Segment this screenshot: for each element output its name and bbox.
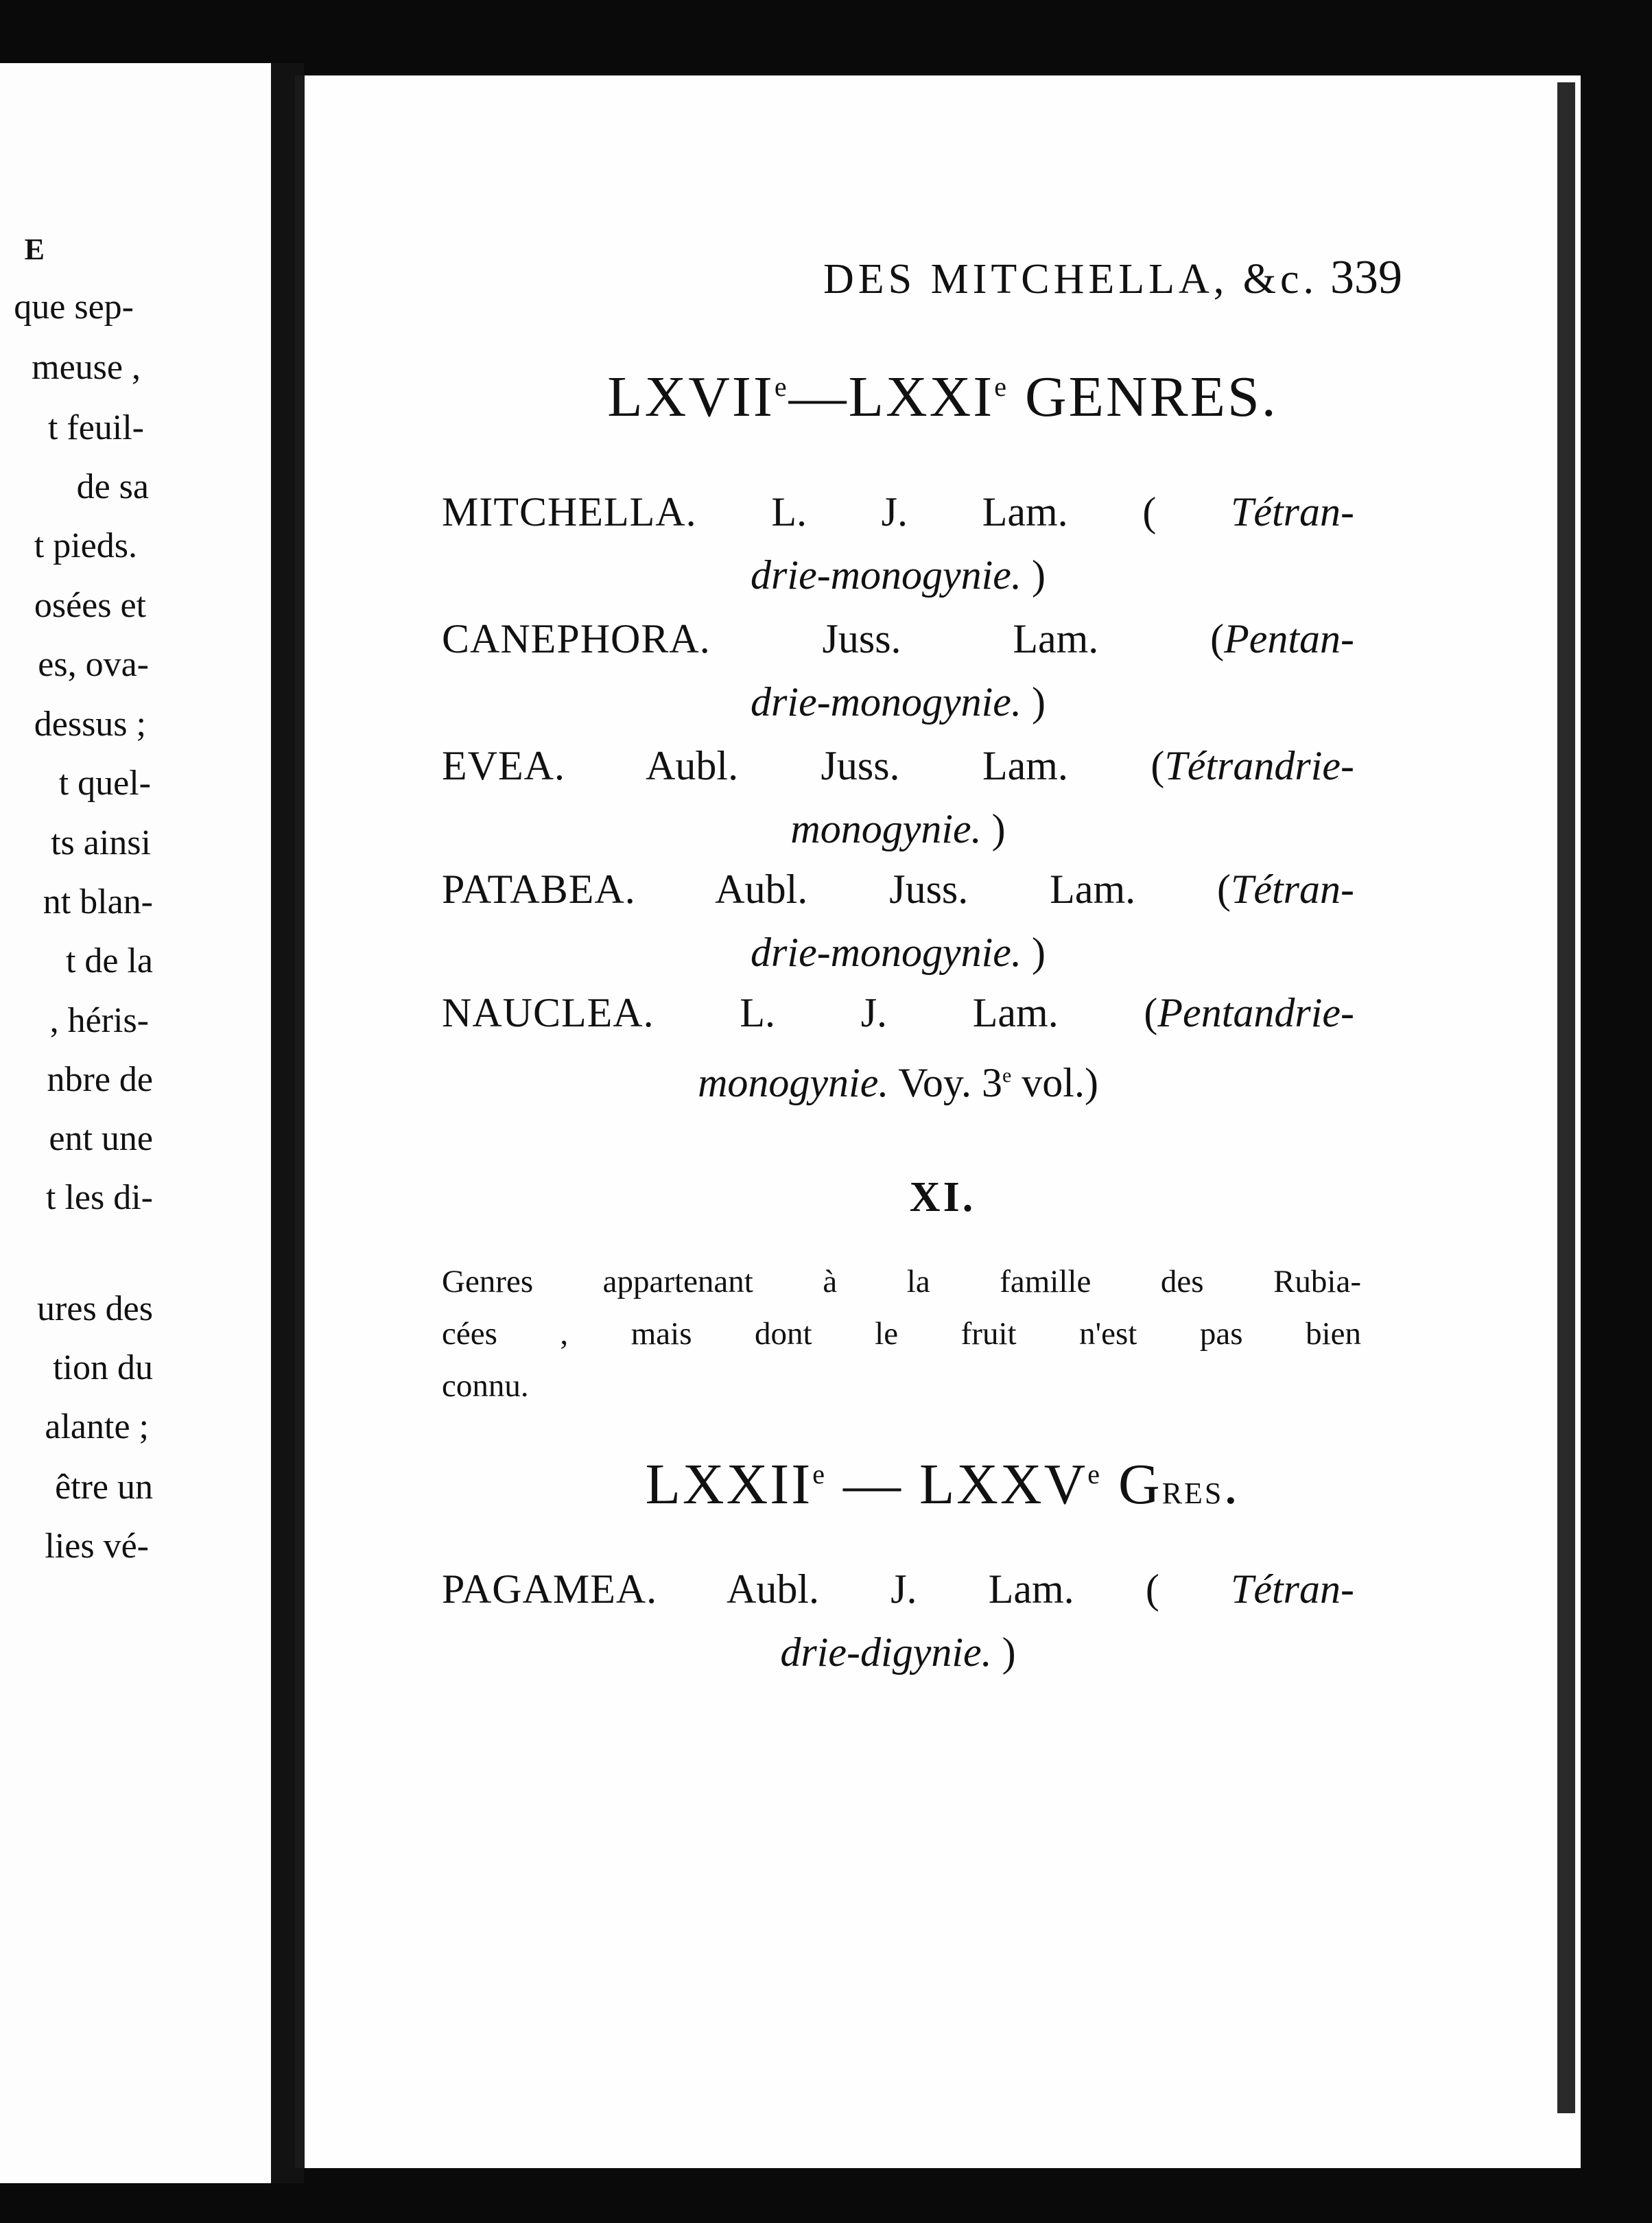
left-page-fragment: être un (55, 1468, 153, 1507)
classification: monogynie. (790, 806, 982, 851)
left-page-fragment: osées et (34, 586, 146, 625)
closing-paren: ) (1021, 930, 1046, 975)
left-page-fragment: t les di- (46, 1178, 153, 1217)
closing-paren: ) (991, 1630, 1016, 1675)
roman-numeral: LXXII (645, 1452, 813, 1516)
authorities: L. J. Lam. ( (696, 489, 1231, 534)
genus-entry (442, 1557, 1354, 1684)
genres-abbrev: G (1102, 1452, 1162, 1516)
left-page-fragment: ent une (49, 1119, 153, 1158)
dash: — (826, 1452, 919, 1516)
closing-paren: ) (1021, 679, 1046, 725)
volume-reference: vol.) (1011, 1060, 1098, 1105)
ordinal-suffix: e (774, 371, 789, 402)
classification: drie-monogynie. (751, 552, 1022, 598)
genres-word: GENRES. (1008, 365, 1278, 429)
genus-entry (442, 981, 1354, 1114)
ordinal-suffix: e (812, 1459, 827, 1490)
left-page-fragment: nt blan- (43, 882, 153, 921)
classification: drie-monogynie. (751, 930, 1022, 975)
genres-abbrev: RES (1161, 1477, 1224, 1510)
left-page-fragment: ts ainsi (51, 823, 151, 862)
left-page-fragment: lies vé- (45, 1527, 149, 1566)
right-page (295, 75, 1581, 2168)
page-edge-shadow (1557, 82, 1575, 2113)
genus-name: CANEPHORA. (442, 616, 711, 661)
left-page-fragment: nbre de (47, 1060, 153, 1099)
left-page-fragment: tion du (53, 1348, 153, 1387)
section-description-line: connu. (442, 1368, 529, 1404)
left-page-fragment: ures des (37, 1289, 153, 1328)
authorities: L. J. Lam. ( (654, 990, 1158, 1035)
classification: Pentan- (1224, 616, 1354, 661)
section-description (442, 1256, 1361, 1412)
section-description-line: cées , mais dont le fruit n'est pas bien (442, 1316, 1361, 1352)
genus-entry (442, 480, 1354, 607)
section-number: XI. (909, 1174, 976, 1221)
left-page-fragment: t pieds. (34, 526, 137, 565)
left-page-fragment: de sa (76, 467, 149, 506)
genus-name: PATABEA. (442, 867, 636, 912)
classification: Pentandrie- (1157, 990, 1354, 1035)
left-page-fragment: E (24, 233, 45, 266)
left-facing-page (0, 63, 271, 2183)
volume-reference: Voy. 3 (888, 1060, 1002, 1105)
classification: monogynie. (698, 1060, 889, 1105)
genres-abbrev: . (1223, 1452, 1240, 1516)
running-head-title: DES MITCHELLA, &c. (823, 256, 1318, 303)
page-number: 339 (1330, 251, 1402, 304)
classification: Tétrandrie- (1164, 743, 1354, 788)
closing-paren: ) (1021, 552, 1046, 598)
genus-entry (442, 734, 1354, 860)
left-page-fragment: t de la (65, 941, 153, 980)
genus-name: MITCHELLA. (442, 489, 697, 534)
left-page-fragment: t quel- (58, 764, 151, 803)
authorities: Aubl. Juss. Lam. ( (635, 867, 1231, 912)
authorities: Aubl. Juss. Lam. ( (565, 743, 1165, 788)
left-page-fragment: t feuil- (47, 408, 144, 447)
ordinal-suffix: e (1002, 1064, 1012, 1087)
classification: Tétran- (1231, 867, 1354, 912)
roman-numeral: LXVII (607, 365, 775, 429)
genus-name: PAGAMEA. (442, 1566, 658, 1612)
authorities: Aubl. J. Lam. ( (657, 1566, 1231, 1612)
classification: Tétran- (1231, 1566, 1354, 1612)
genres-heading (428, 1451, 1457, 1518)
classification: drie-digynie. (780, 1630, 992, 1675)
roman-numeral: LXXV (919, 1452, 1088, 1516)
ordinal-suffix: e (994, 371, 1009, 402)
left-page-fragment: alante ; (45, 1407, 149, 1446)
classification: drie-monogynie. (751, 679, 1022, 725)
left-page-fragment: que sep- (14, 287, 134, 327)
ordinal-suffix: e (1087, 1459, 1102, 1490)
genus-name: EVEA. (442, 743, 565, 788)
section-description-line: Genres appartenant à la famille des Rubia- (442, 1264, 1361, 1299)
running-head (510, 250, 1402, 305)
roman-numeral: LXXI (848, 365, 995, 429)
authorities: Juss. Lam. ( (710, 616, 1225, 661)
dash: — (788, 365, 849, 429)
left-page-fragment: dessus ; (34, 705, 146, 744)
genus-entry (442, 858, 1354, 984)
left-page-fragment: , héris- (49, 1001, 149, 1040)
left-page-fragment: es, ova- (38, 645, 149, 684)
closing-paren: ) (981, 806, 1006, 851)
left-page-fragment: meuse , (32, 348, 141, 387)
genus-name: NAUCLEA. (442, 990, 654, 1035)
genus-entry (442, 607, 1354, 733)
classification: Tétran- (1231, 489, 1354, 534)
genres-heading (428, 364, 1457, 430)
